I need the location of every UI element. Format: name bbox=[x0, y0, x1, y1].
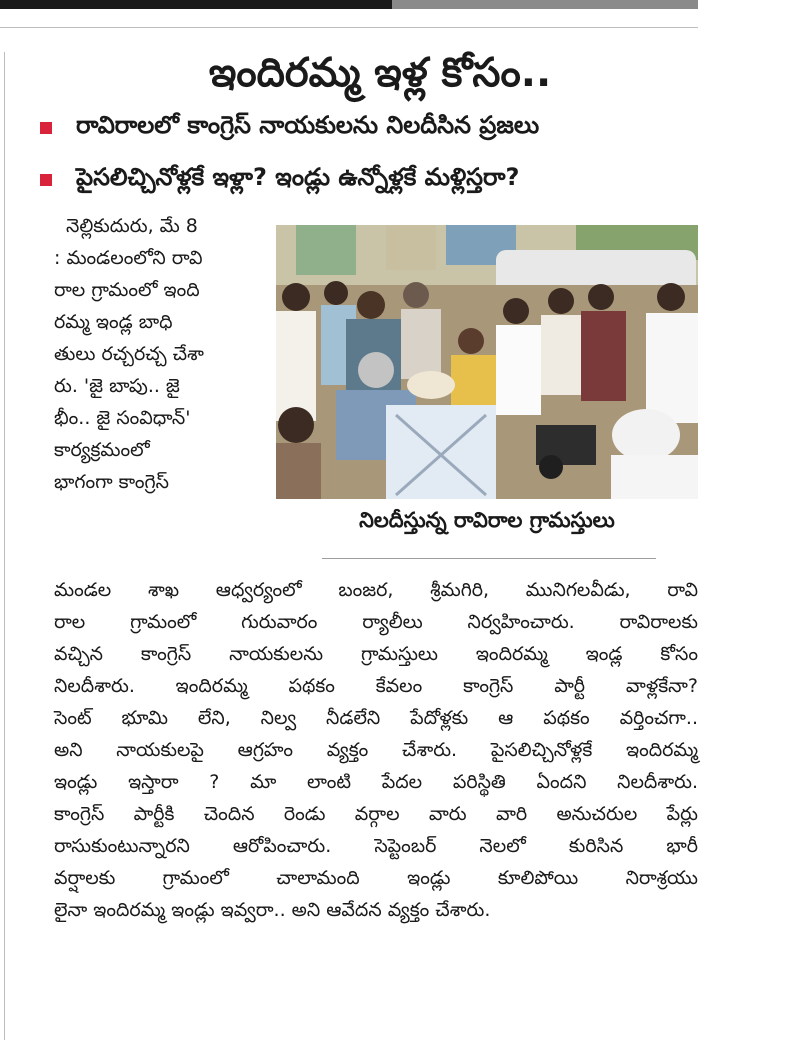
text-line: లైనా ఇందిరమ్మ ఇండ్లు ఇవ్వరా.. అని ఆవేదన వ్యక్తం చేశారు. bbox=[54, 899, 491, 921]
text-line: నిలదీశారు. ఇందిరమ్మ పథకం కేవలం కాంగ్రెస్ పార్టీ వాళ్లకేనా? bbox=[54, 675, 698, 697]
top-border-dark bbox=[0, 0, 392, 9]
text-line: తులు రచ్చరచ్చ చేశా bbox=[54, 343, 204, 365]
photo-caption: నిలదీస్తున్న రావిరాల గ్రామస్తులు bbox=[359, 508, 615, 532]
text-line: రు. 'జై బాపు.. జై bbox=[54, 375, 180, 397]
text-line: రమ్మ ఇండ్ల బాధి bbox=[54, 311, 173, 333]
text-line: కాంగ్రెస్ పార్టీకి చెందిన రెండు వర్గాల వారు వారి అనుచరుల పేర్లు bbox=[54, 803, 698, 825]
text-line: రాల గ్రామంలో ఇంది bbox=[54, 279, 200, 301]
caption-divider bbox=[322, 558, 656, 559]
text-line: అని నాయకులపై ఆగ్రహం వ్యక్తం చేశారు. పైసలిచ్చినోళ్లకే ఇందిరమ్మ bbox=[54, 739, 698, 761]
text-line: కార్యక్రమంలో bbox=[54, 439, 150, 461]
top-divider bbox=[0, 27, 698, 28]
text-line: మండల శాఖ ఆధ్వర్యంలో బంజర, శ్రీమగిరి, మునిగలవీడు, రావి bbox=[54, 579, 698, 601]
subheadline-1 bbox=[40, 108, 740, 148]
subheadline-text: రావిరాలలో కాంగ్రెస్ నాయకులను నిలదీసిన ప్రజలు bbox=[76, 111, 540, 139]
text-line: భాగంగా కాంగ్రెస్ bbox=[54, 471, 169, 493]
column-divider bbox=[4, 52, 5, 1040]
text-line: భీం.. జై సంవిధాన్' bbox=[54, 407, 191, 429]
bullet-square-icon bbox=[40, 174, 52, 186]
text-line: : మండలంలోని రావి bbox=[54, 247, 203, 269]
top-border-gray bbox=[392, 0, 698, 9]
subheadline-text: పైసలిచ్చినోళ్లకే ఇళ్లా? ఇండ్లు ఉన్నోళ్లకే మళ్లిస్తరా? bbox=[76, 163, 520, 191]
news-photo bbox=[276, 225, 698, 499]
article-body bbox=[54, 574, 698, 926]
text-line: ఇండ్లు ఇస్తారా ? మా లాంటి పేదల పరిస్థితి ఏందని నిలదీశారు. bbox=[54, 771, 698, 793]
text-line: రాసుకుంటున్నారని ఆరోపించారు. సెప్టెంబర్ నెలలో కురిసిన భారీ bbox=[54, 835, 698, 857]
article-lead-column bbox=[54, 210, 259, 498]
subheadline-2 bbox=[40, 160, 740, 200]
headline: ఇందిరమ్మ ఇళ్ల కోసం.. bbox=[208, 50, 552, 96]
text-line: సెంట్ భూమి లేని, నిల్వ నీడలేని పేదోళ్లకు ఆ పథకం వర్తించగా.. bbox=[54, 707, 698, 729]
text-line: వర్షాలకు గ్రామంలో చాలామంది ఇండ్లు కూలిపోయి నిరాశ్రయు bbox=[54, 867, 698, 889]
text-line: వచ్చిన కాంగ్రెస్ నాయకులను గ్రామస్తులు ఇందిరమ్మ ఇండ్ల కోసం bbox=[54, 643, 698, 665]
text-line: నెల్లికుదురు, మే 8 bbox=[66, 215, 198, 237]
bullet-square-icon bbox=[40, 122, 52, 134]
text-line: రాల గ్రామంలో గురువారం ర్యాలీలు నిర్వహించారు. రావిరాలకు bbox=[54, 611, 698, 633]
